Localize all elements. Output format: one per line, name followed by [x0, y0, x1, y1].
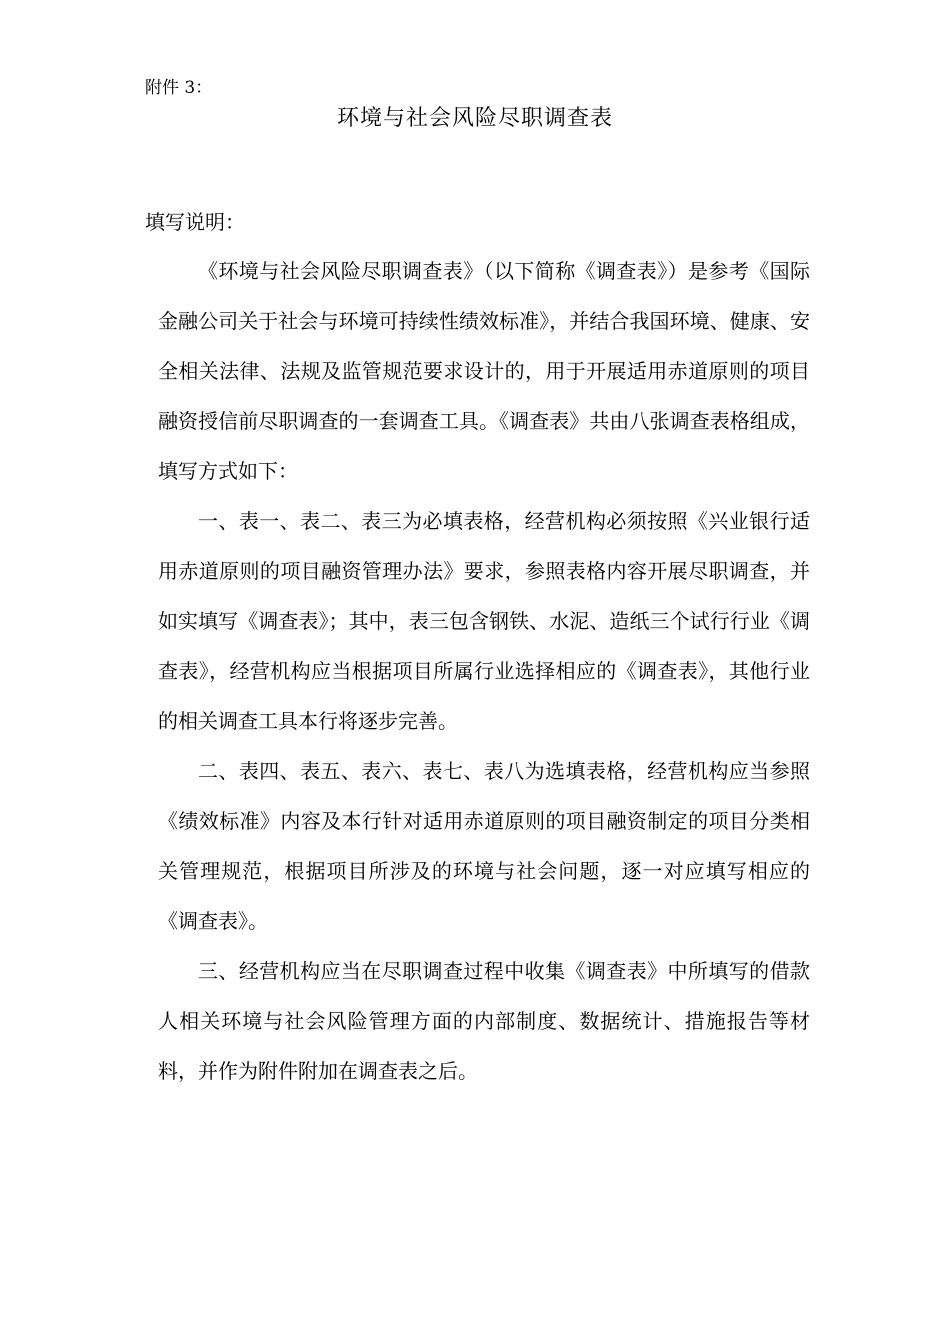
instructions-heading: 填写说明： — [145, 210, 245, 234]
instruction-item-2: 二、表四、表五、表六、表七、表八为选填表格，经营机构应当参照《绩效标准》内容及本行针对适用赤道原则的项目融资制定的项目分类相关管理规范，根据项目所涉及的环境与社会问题，逐一对应填写相应的《调查表》。 — [158, 759, 810, 933]
intro-paragraph: 《环境与社会风险尽职调查表》（以下简称《调查表》）是参考《国际金融公司关于社会与环境可持续性绩效标准》，并结合我国环境、健康、安全相关法律、法规及监管规范要求设计的，用于开展适用赤道原则的项目融资授信前尽职调查的一套调查工具。《调查表》共由八张调查表格组成，填写方式如下： — [158, 259, 810, 483]
instruction-item-3: 三、经营机构应当在尽职调查过程中收集《调查表》中所填写的借款人相关环境与社会风险管理方面的内部制度、数据统计、措施报告等材料，并作为附件附加在调查表之后。 — [158, 959, 810, 1083]
instructions-body — [158, 246, 810, 1096]
document-title: 环境与社会风险尽职调查表 — [336, 106, 613, 131]
attachment-label: 附件 3： — [145, 78, 213, 98]
instruction-item-1: 一、表一、表二、表三为必填表格，经营机构必须按照《兴业银行适用赤道原则的项目融资管理办法》要求，参照表格内容开展尽职调查，并如实填写《调查表》；其中，表三包含钢铁、水泥、造纸三个试行行业《调查表》，经营机构应当根据项目所属行业选择相应的《调查表》，其他行业的相关调查工具本行将逐步完善。 — [158, 509, 810, 733]
